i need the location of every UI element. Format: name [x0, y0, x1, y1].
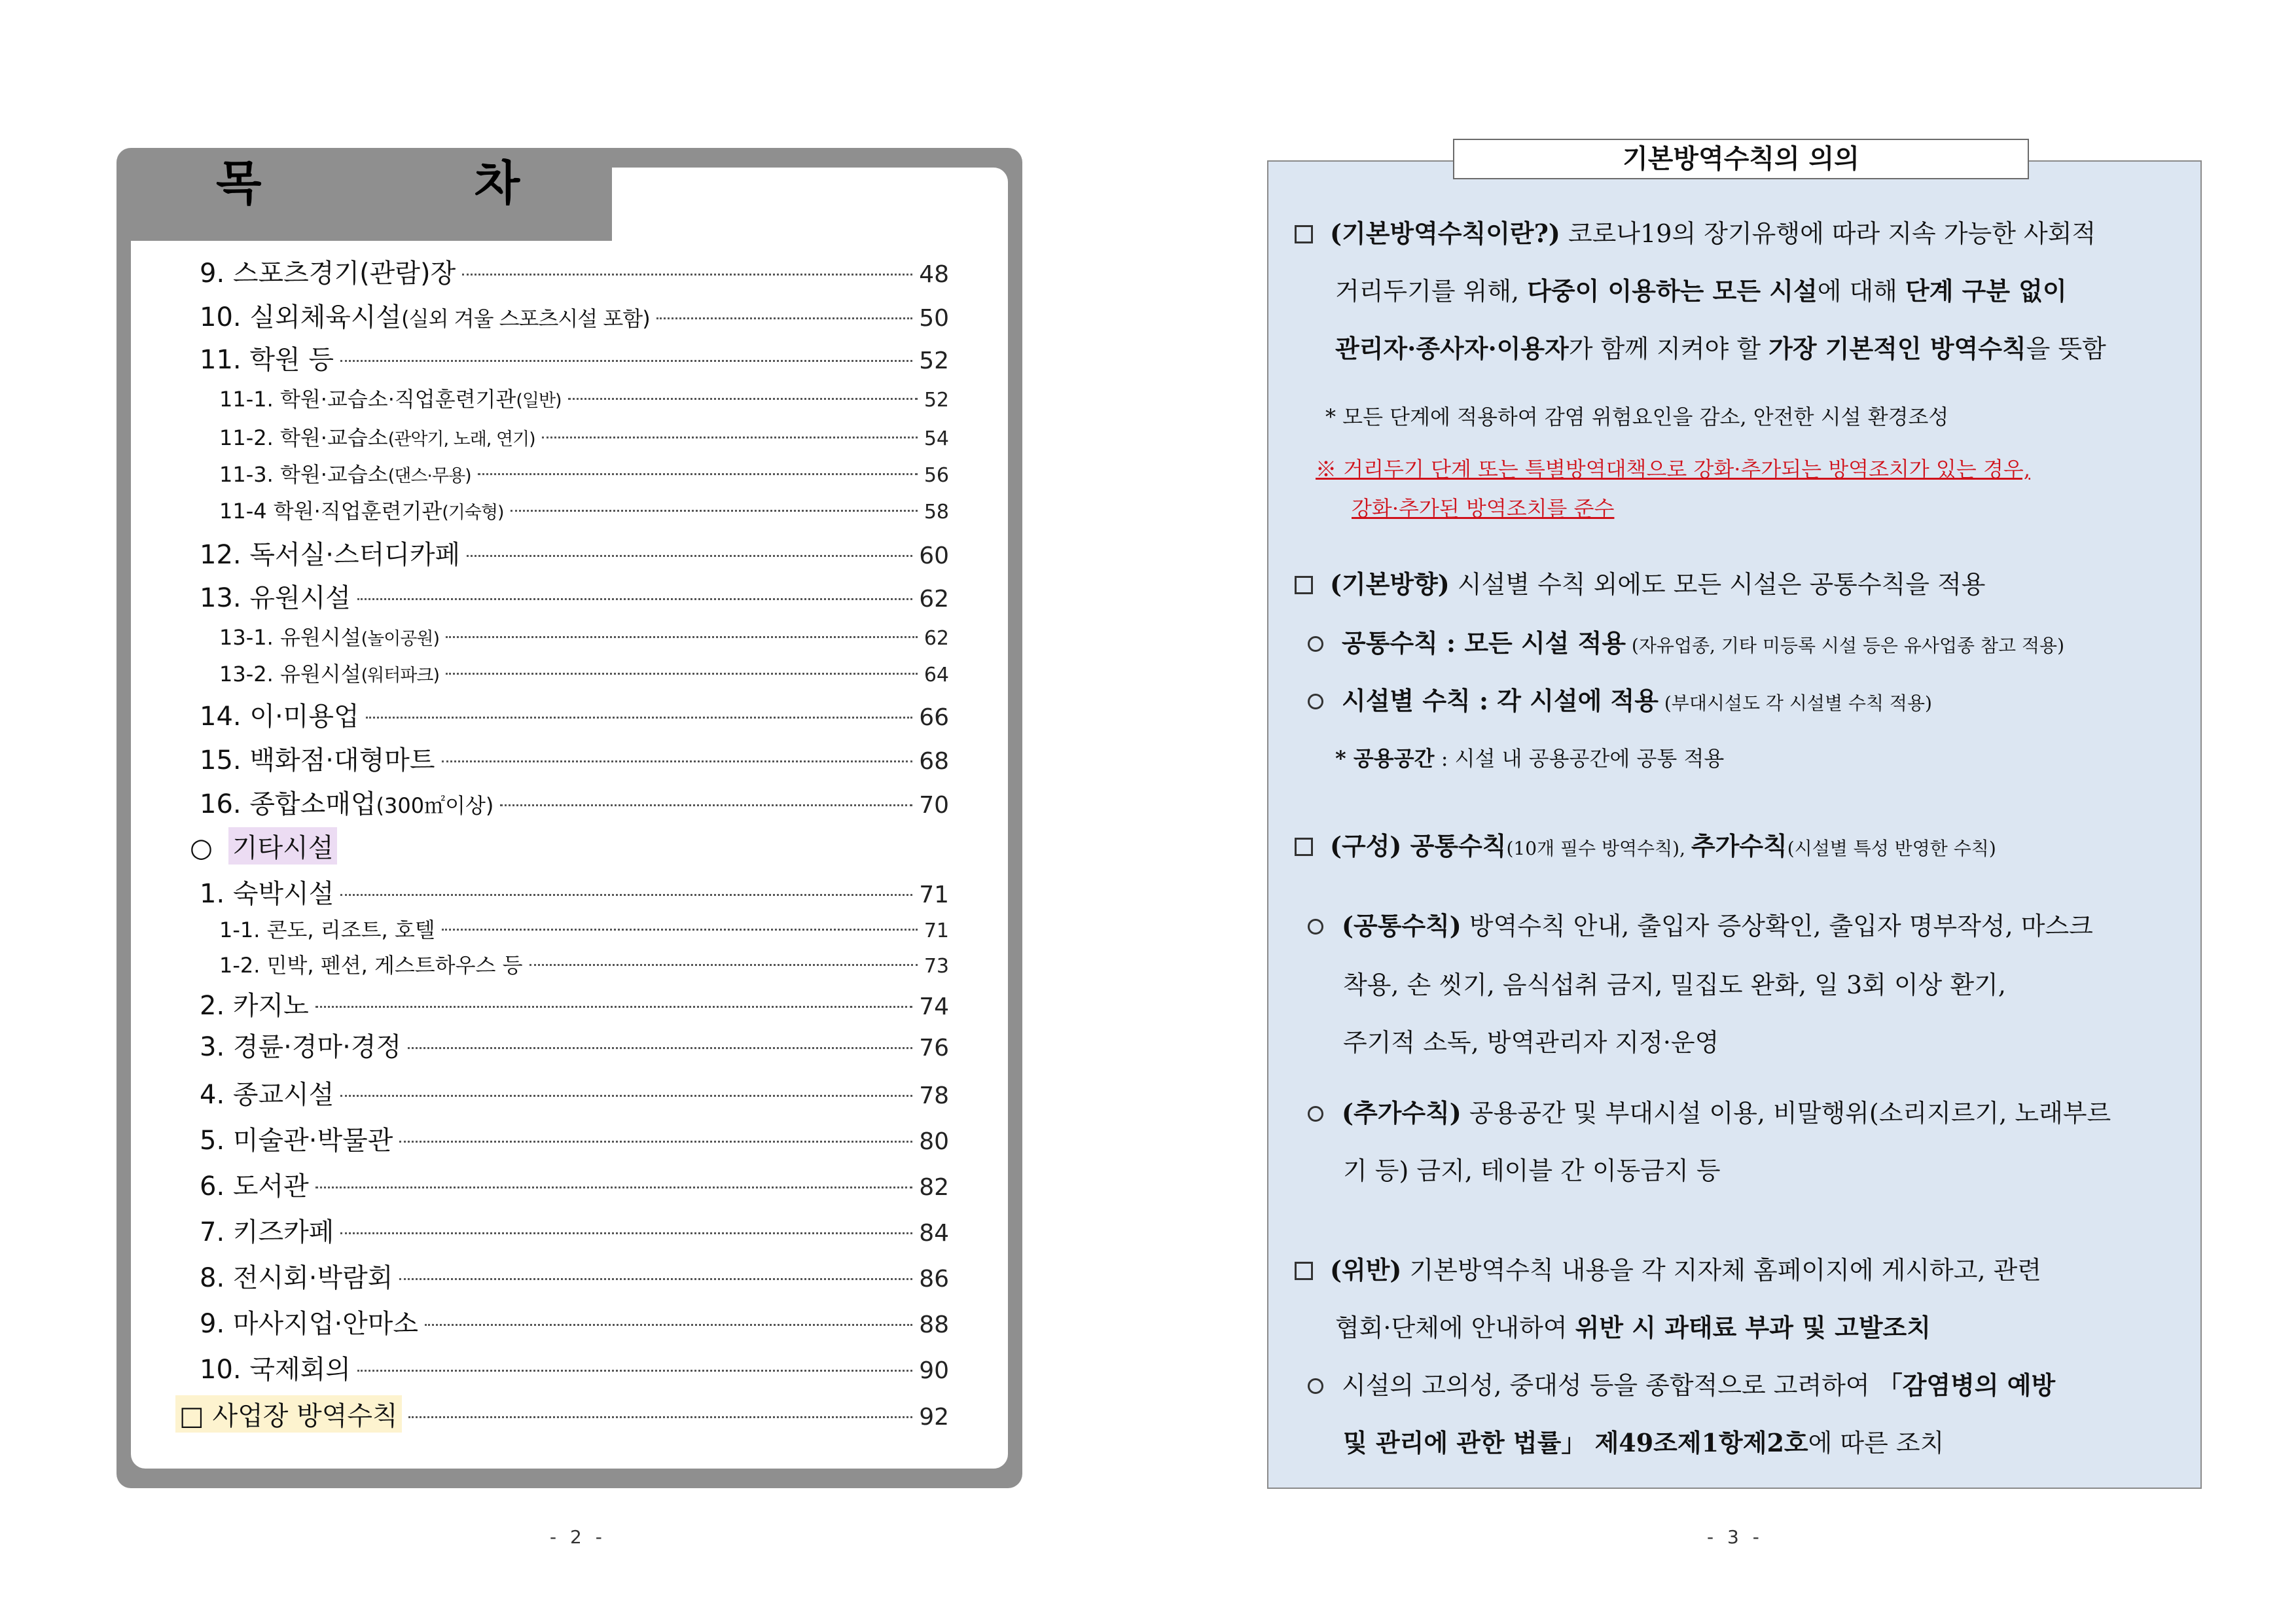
toc-entry[interactable]: 6. 도서관 82 [200, 1171, 949, 1202]
toc-entry[interactable]: 10. 실외체육시설(실외 겨울 스포츠시설 포함) 50 [200, 302, 949, 332]
toc-entry-workplace[interactable]: □ 사업장 방역수칙 92 [175, 1395, 949, 1435]
additional-rules-detail: (추가수칙) 공용공간 및 부대시설 이용, 비말행위(소리지르기, 노래부르 [1308, 1093, 2111, 1129]
shared-space-note: * 공용공간 : 시설 내 공용공간에 공통 적용 [1335, 746, 1725, 771]
square-bullet-icon [1295, 576, 1313, 594]
toc-entry[interactable]: 5. 미술관·박물관 80 [200, 1126, 949, 1156]
circle-bullet-icon [1308, 694, 1323, 709]
common-rules-detail: (공통수칙) 방역수칙 안내, 출입자 증상확인, 출입자 명부작성, 마스크 [1308, 906, 2093, 942]
section-violation-line2: 협회·단체에 안내하여 위반 시 과태료 부과 및 고발조치 [1335, 1313, 1931, 1342]
toc-entry[interactable]: 1-2. 민박, 펜션, 게스트하우스 등 73 [219, 953, 949, 978]
toc-entry[interactable]: 11-2. 학원·교습소(관악기, 노래, 연기) 54 [219, 425, 949, 450]
square-bullet-icon [1295, 838, 1313, 856]
toc-entry[interactable]: 11-3. 학원·교습소(댄스·무용) 56 [219, 462, 949, 487]
toc-entry[interactable]: 11. 학원 등 52 [200, 345, 949, 375]
page-number-left: - 2 - [550, 1526, 606, 1548]
toc-title: 목 차 [216, 155, 619, 211]
section-violation: (위반) 기본방역수칙 내용을 각 지자체 홈페이지에 게시하고, 관련 [1295, 1250, 2041, 1286]
toc-entry[interactable]: 11-4 학원·직업훈련기관(기숙형) 58 [219, 499, 949, 524]
section-direction: (기본방향) 시설별 수칙 외에도 모든 시설은 공통수칙을 적용 [1295, 564, 1986, 600]
section-composition: (구성) 공통수칙(10개 필수 방역수칙), 추가수칙(시설별 특성 반영한 수칙) [1295, 826, 1996, 862]
definition-note: * 모든 단계에 적용하여 감염 위험요인을 감소, 안전한 시설 환경조성 [1325, 404, 1949, 429]
legal-basis-item-line2: 및 관리에 관한 법률」 제49조제1항제2호에 따른 조치 [1343, 1428, 1945, 1457]
toc-entry[interactable]: 14. 이·미용업 66 [200, 702, 949, 732]
toc-entry[interactable]: 1. 숙박시설 71 [200, 879, 949, 909]
warning-note: ※ 거리두기 단계 또는 특별방역대책으로 강화·추가되는 방역조치가 있는 경우, [1316, 457, 2030, 482]
toc-entry[interactable]: 11-1. 학원·교습소·직업훈련기관(일반) 52 [219, 387, 949, 412]
toc-entry[interactable]: 12. 독서실·스터디카페 60 [200, 540, 949, 570]
toc-entry[interactable]: 13. 유원시설 62 [200, 583, 949, 613]
toc-entry[interactable]: 4. 종교시설 78 [200, 1080, 949, 1110]
circle-bullet-icon [1308, 1106, 1323, 1122]
square-bullet-icon [1295, 225, 1313, 243]
circle-bullet-icon: ○ [190, 833, 213, 863]
toc-entry[interactable]: 1-1. 콘도, 리조트, 호텔 71 [219, 918, 949, 942]
toc-section-other[interactable]: ○ 기타시설 [190, 827, 583, 866]
section-definition-line3: 관리자·종사자·이용자가 함께 지켜야 할 가장 기본적인 방역수칙을 뜻함 [1335, 334, 2106, 363]
circle-bullet-icon [1308, 919, 1323, 935]
additional-rules-detail-line2: 기 등) 금지, 테이블 간 이동금지 등 [1343, 1156, 1721, 1185]
toc-entry[interactable]: 2. 카지노 74 [200, 991, 949, 1021]
facility-rule-item: 시설별 수칙 : 각 시설에 적용 (부대시설도 각 시설별 수칙 적용) [1308, 681, 1932, 717]
section-definition-line2: 거리두기를 위해, 다중이 이용하는 모든 시설에 대해 단계 구분 없이 [1335, 276, 2067, 306]
toc-entry[interactable]: 8. 전시회·박람회 86 [200, 1263, 949, 1293]
toc-entry[interactable]: 13-1. 유원시설(놀이공원) 62 [219, 625, 949, 650]
toc-entry[interactable]: 7. 키즈카페 84 [200, 1217, 949, 1247]
square-bullet-icon [1295, 1262, 1313, 1280]
toc-entry[interactable]: 10. 국제회의 90 [200, 1355, 949, 1385]
toc-entry[interactable]: 9. 마사지업·안마소 88 [200, 1309, 949, 1339]
common-rules-detail-line3: 주기적 소독, 방역관리자 지정·운영 [1343, 1028, 1719, 1057]
common-rules-detail-line2: 착용, 손 씻기, 음식섭취 금지, 밀집도 완화, 일 3회 이상 환기, [1343, 971, 2006, 999]
legal-basis-item: 시설의 고의성, 중대성 등을 종합적으로 고려하여 「감염병의 예방 [1308, 1365, 2055, 1401]
warning-note-line2: 강화·추가된 방역조치를 준수 [1352, 496, 1615, 521]
toc-entry[interactable]: 16. 종합소매업(300㎡이상) 70 [200, 789, 949, 819]
page-number-right: - 3 - [1707, 1526, 1763, 1548]
common-rule-item: 공통수칙 : 모든 시설 적용 (자유업종, 기타 미등록 시설 등은 유사업종 참고 적용) [1308, 623, 2064, 659]
toc-entry[interactable]: 13-2. 유원시설(워터파크) 64 [219, 662, 949, 687]
page-title: 기본방역수칙의 의의 [1453, 139, 2029, 179]
toc-entry[interactable]: 15. 백화점·대형마트 68 [200, 745, 949, 776]
circle-bullet-icon [1308, 636, 1323, 652]
circle-bullet-icon [1308, 1378, 1323, 1394]
toc-entry[interactable]: 3. 경륜·경마·경정 76 [200, 1032, 949, 1062]
section-definition: (기본방역수칙이란?) 코로나19의 장기유행에 따라 지속 가능한 사회적 [1295, 213, 2096, 249]
toc-entry[interactable]: 9. 스포츠경기(관람)장 48 [200, 259, 949, 289]
